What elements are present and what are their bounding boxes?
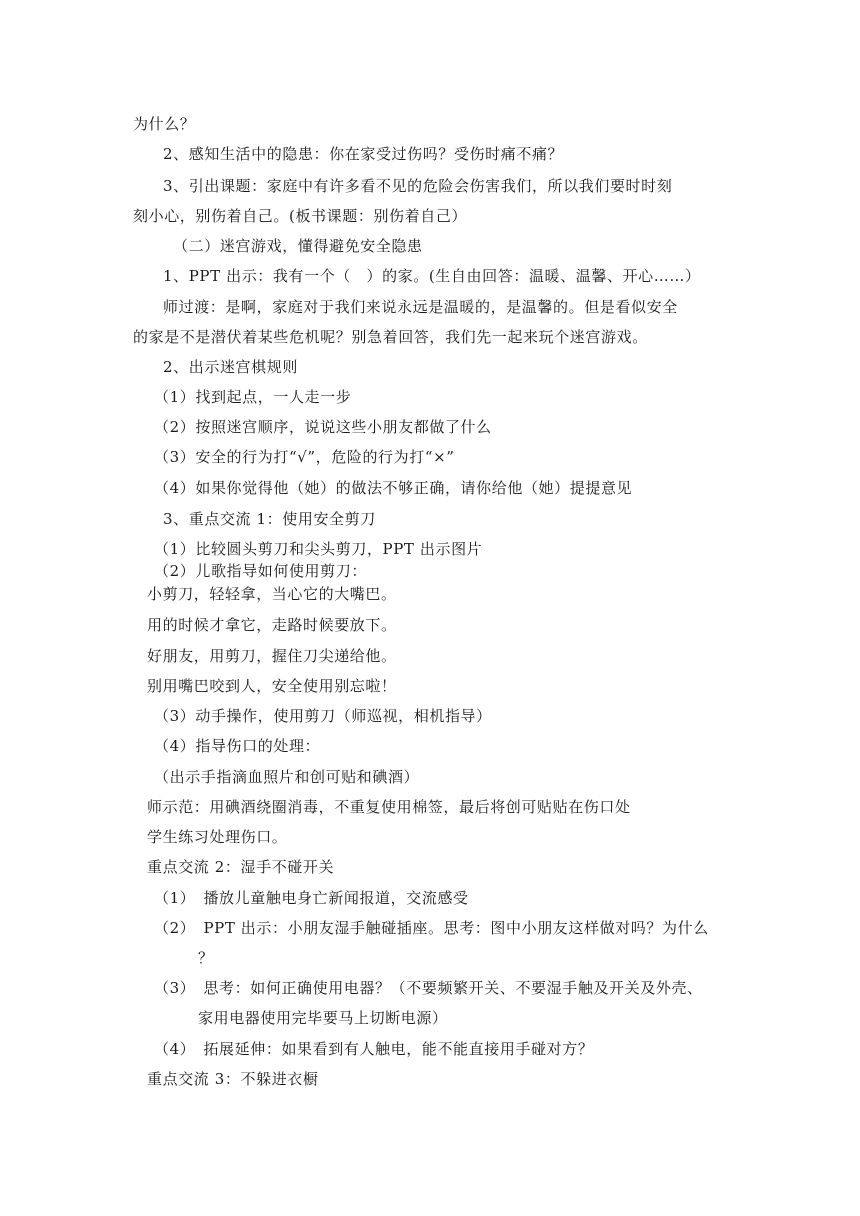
list-item-continuation: ？ xyxy=(198,949,214,967)
text-line: 的家是不是潜伏着某些危机呢？别急着回答，我们先一起来玩个迷宫游戏。 xyxy=(133,328,648,346)
list-item: （1）找到起点，一人走一步 xyxy=(154,388,352,406)
text-line: 重点交流 2：湿手不碰开关 xyxy=(147,858,335,876)
rhyme-line: 用的时候才拿它，走路时候要放下。 xyxy=(147,616,397,634)
text-line: 学生练习处理伤口。 xyxy=(147,828,288,846)
text-line: 为什么？ xyxy=(133,115,196,133)
list-item: （3）动手操作，使用剪刀（师巡视，相机指导） xyxy=(154,707,492,725)
section-heading: （二）迷宫游戏，懂得避免安全隐患 xyxy=(173,237,423,255)
text-line: 2、出示迷宫棋规则 xyxy=(163,358,298,376)
text-line: 刻小心，别伤着自己。(板书课题：别伤着自己） xyxy=(133,207,468,225)
text-line: 3、重点交流 1：使用安全剪刀 xyxy=(163,510,376,528)
list-item: （1） 播放儿童触电身亡新闻报道，交流感受 xyxy=(154,889,469,907)
list-item: （4）如果你觉得他（她）的做法不够正确，请你给他（她）提提意见 xyxy=(154,479,633,497)
list-item: （2） PPT 出示：小朋友湿手触碰插座。思考：图中小朋友这样做对吗？为什么 xyxy=(154,919,709,937)
text-line: 师示范：用碘酒绕圈消毒，不重复使用棉签，最后将创可贴贴在伤口处 xyxy=(147,798,631,816)
text-line: 3、引出课题：家庭中有许多看不见的危险会伤害我们，所以我们要时时刻 xyxy=(163,177,673,195)
list-item: （4） 拓展延伸：如果看到有人触电，能不能直接用手碰对方？ xyxy=(154,1040,594,1058)
list-item: （3）安全的行为打“√”，危险的行为打“×” xyxy=(154,448,455,466)
text-line: 1、PPT 出示：我有一个（ ）的家。(生自由回答：温暖、温馨、开心……） xyxy=(163,267,701,285)
text-line: 师过渡：是啊，家庭对于我们来说永远是温暖的，是温馨的。但是看似安全 xyxy=(163,298,678,316)
list-item: （2）按照迷宫顺序，说说这些小朋友都做了什么 xyxy=(154,418,492,436)
text-line: 重点交流 3：不躲进衣橱 xyxy=(147,1070,319,1088)
rhyme-line: 别用嘴巴咬到人，安全使用别忘啦！ xyxy=(147,677,397,695)
list-item-continuation: 家用电器使用完毕要马上切断电源） xyxy=(198,1009,448,1027)
rhyme-line: 小剪刀，轻轻拿，当心它的大嘴巴。 xyxy=(147,585,397,603)
text-line: 2、感知生活中的隐患：你在家受过伤吗？受伤时痛不痛？ xyxy=(163,145,564,163)
list-item: （2）儿歌指导如何使用剪刀： xyxy=(154,562,367,580)
text-line: （出示手指滴血照片和创可贴和碘酒） xyxy=(154,768,420,786)
list-item: （3） 思考：如何正确使用电器？（不要频繁开关、不要湿手触及开关及外壳、 xyxy=(154,979,703,997)
list-item: （4）指导伤口的处理： xyxy=(154,737,321,755)
rhyme-line: 好朋友，用剪刀，握住刀尖递给他。 xyxy=(147,647,397,665)
list-item: （1）比较圆头剪刀和尖头剪刀，PPT 出示图片 xyxy=(154,540,483,558)
